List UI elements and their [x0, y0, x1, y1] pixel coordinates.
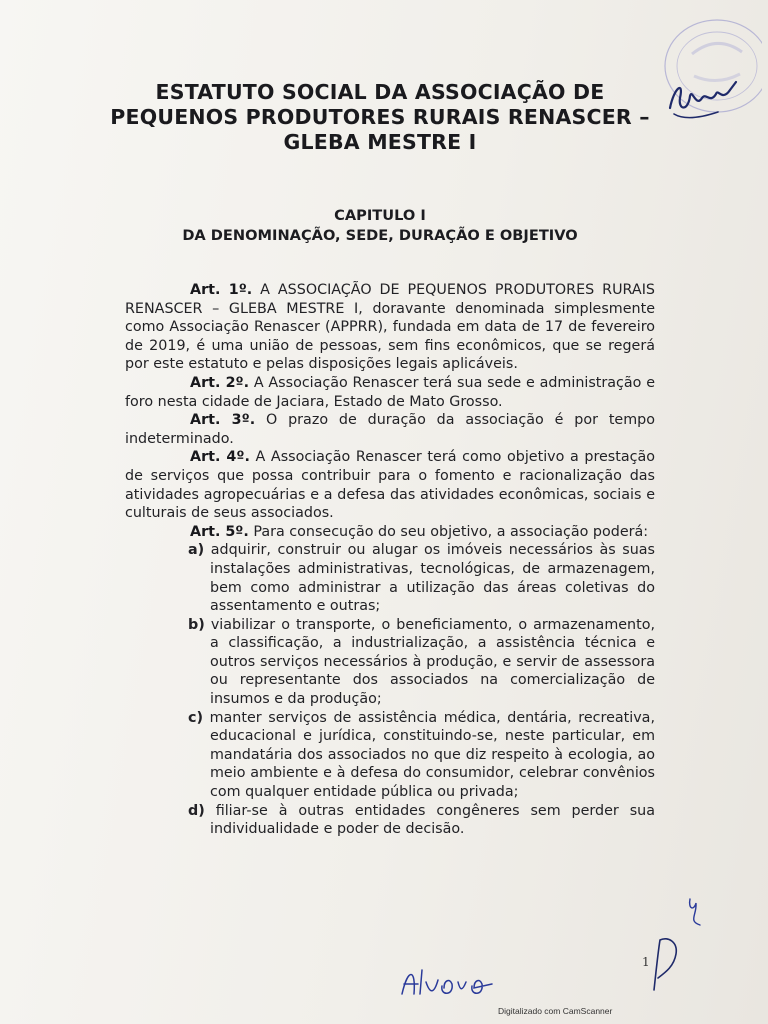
- statute-body: [125, 281, 655, 839]
- scanner-watermark: Digitalizado com CamScanner: [498, 1006, 613, 1016]
- list-item-c: [188, 709, 655, 802]
- title-line-3: GLEBA MESTRE I: [283, 130, 477, 154]
- item-text: filiar-se à outras entidades congêneres sem perder sua individualidade e poder de decisão.: [204, 802, 655, 838]
- article-label: Art. 4º.: [190, 449, 250, 466]
- list-item-a: [188, 541, 655, 615]
- item-letter: a): [188, 542, 205, 559]
- margin-initial: [680, 895, 710, 929]
- page-number: 1: [642, 955, 650, 969]
- article-label: Art. 3º.: [190, 412, 256, 429]
- title-line-1: ESTATUTO SOCIAL DA ASSOCIAÇÃO DE: [155, 80, 605, 104]
- article-4: [125, 448, 655, 522]
- article-text: A ASSOCIAÇÃO DE PEQUENOS PRODUTORES RURAIS RENASCER – GLEBA MESTRE I, doravante denominada simplesmente como Associação Renascer (APPRR), fundada em data de 17 de fevereiro de 2019, é uma união de pessoas, sem fins econômicos, que se regerá por este estatuto e pelas disposições legais aplicáveis.: [125, 282, 655, 373]
- item-text: viabilizar o transporte, o beneficiamento, o armazenamento, a classificação, a industrialização, a assistência técnica e outros serviços necessários à produção, e servir de assessora ou representante dos associados na comercialização de insumos e da produção;: [204, 616, 655, 708]
- article-text: O prazo de duração da associação é por tempo indeterminado.: [125, 412, 655, 447]
- item-letter: c): [188, 709, 204, 726]
- list-item-d: [188, 802, 655, 839]
- page-flourish: [648, 932, 688, 994]
- article-1: [125, 281, 655, 374]
- list-item-b: [188, 616, 655, 709]
- chapter-number: CAPITULO I: [334, 207, 426, 224]
- article-label: Art. 5º.: [190, 523, 249, 540]
- article-text: A Associação Renascer terá sua sede e administração e foro nesta cidade de Jaciara, Estado de Mato Grosso.: [125, 374, 655, 410]
- document-title: [90, 80, 670, 155]
- handwritten-signature: [396, 962, 506, 1004]
- article-label: Art. 1º.: [190, 282, 253, 298]
- title-line-2: PEQUENOS PRODUTORES RURAIS RENASCER –: [110, 105, 650, 129]
- article-5: [125, 523, 655, 542]
- item-text: manter serviços de assistência médica, dentária, recreativa, educacional e jurídica, constituindo-se, neste particular, em mandatária dos associados no que diz respeito à ecologia, ao meio ambiente e à defesa do consumidor, celebrar convênios com qualquer entidade pública ou privada;: [203, 709, 655, 801]
- chapter-title: DA DENOMINAÇÃO, SEDE, DURAÇÃO E OBJETIVO: [182, 227, 578, 244]
- article-2: [125, 374, 655, 411]
- article-text: Para consecução do seu objetivo, a associação poderá:: [248, 523, 649, 540]
- article-text: A Associação Renascer terá como objetivo a prestação de serviços que possa contribuir para o fomento e racionalização das atividades agropecuárias e a defesa das atividades econômicas, sociais e culturais de seus associados.: [125, 449, 655, 522]
- item-letter: b): [188, 616, 205, 633]
- item-text: adquirir, construir ou alugar os imóveis necessários às suas instalações administrativas, tecnológicas, de armazenagem, bem como administrar a utilização das áreas coletivas do assentamento e outras;: [204, 542, 655, 615]
- item-letter: d): [188, 802, 205, 819]
- initials-signature-top: [660, 68, 750, 128]
- article-3: [125, 411, 655, 448]
- article-label: Art. 2º.: [190, 374, 250, 391]
- chapter-heading: [100, 206, 660, 246]
